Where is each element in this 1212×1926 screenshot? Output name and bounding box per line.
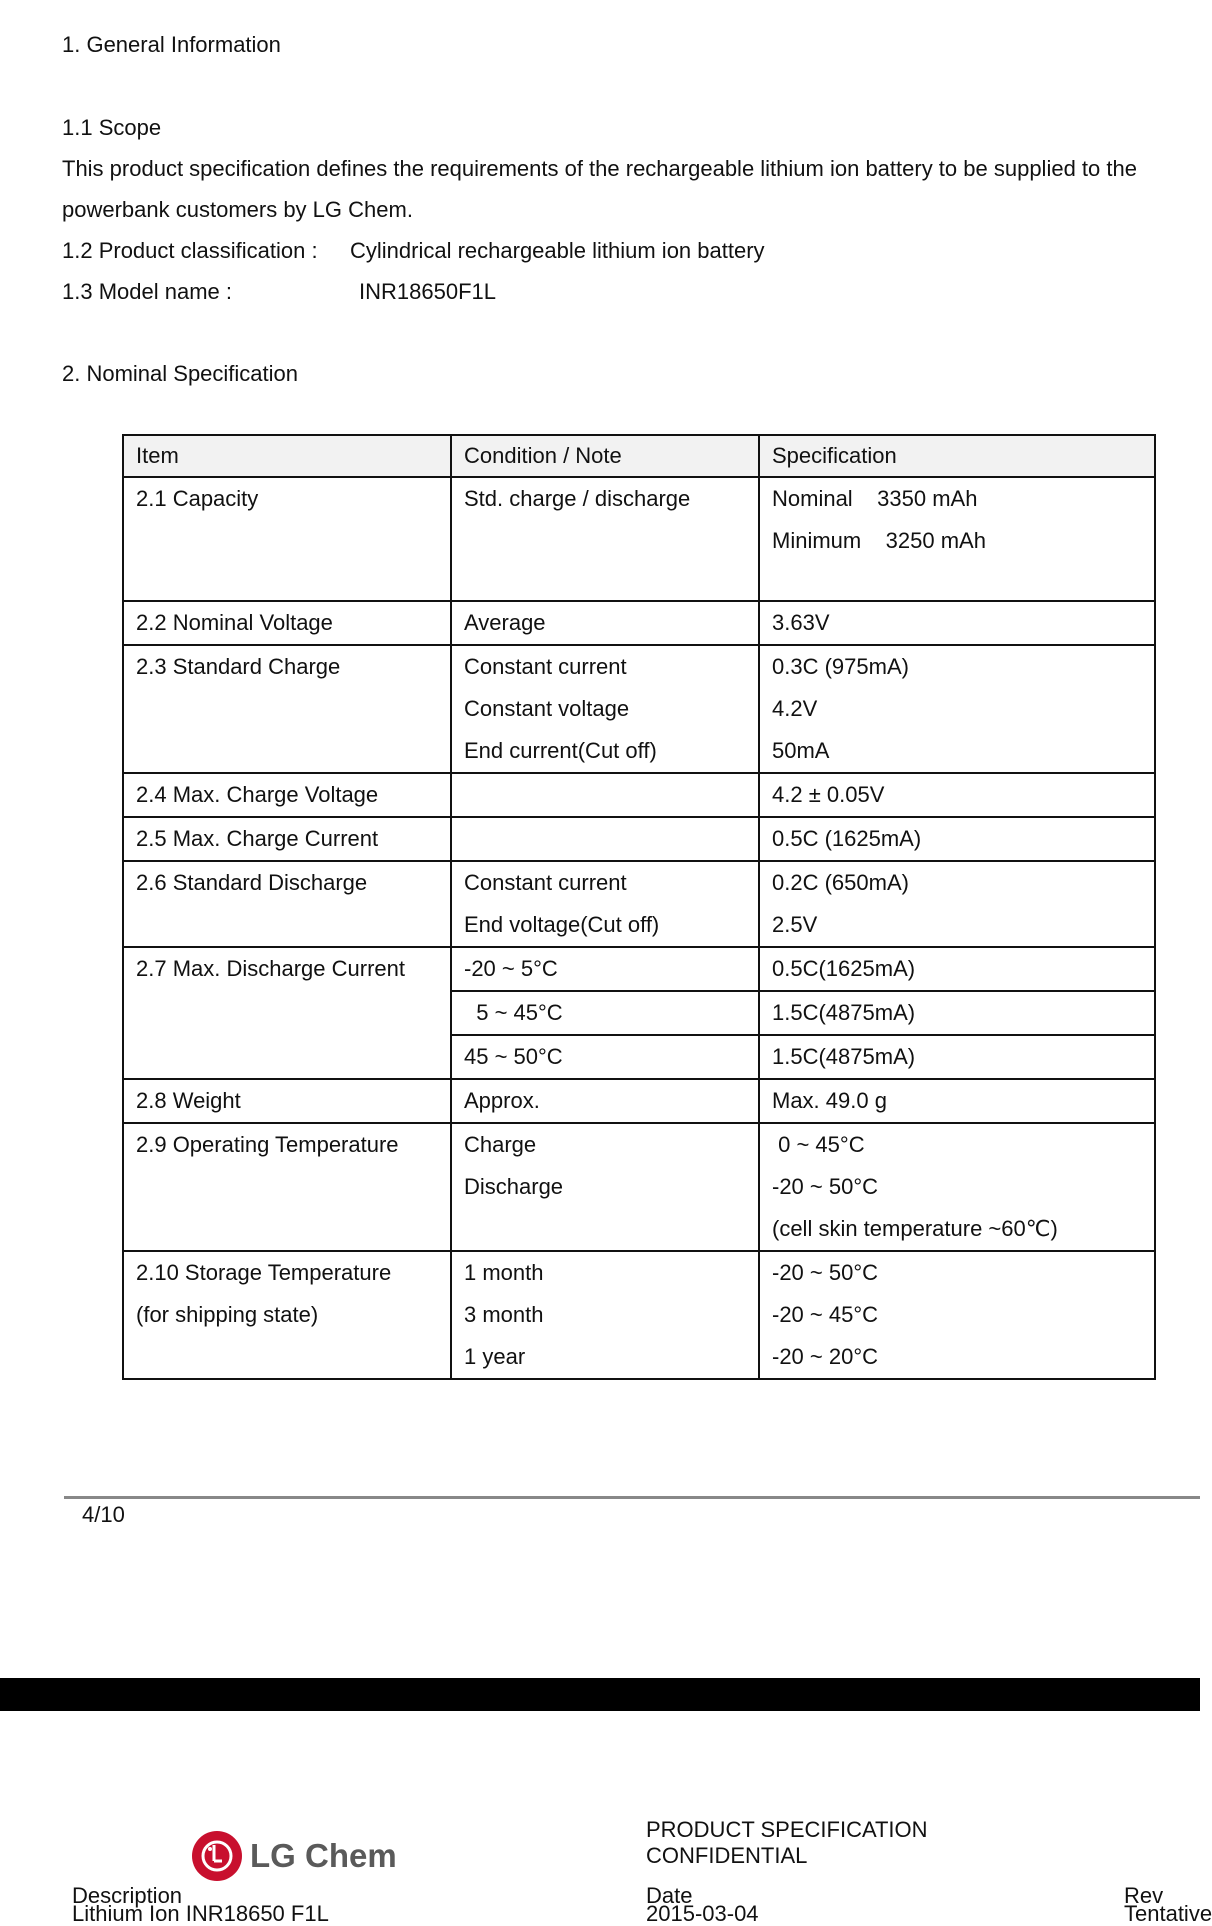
table-row xyxy=(123,947,1155,991)
condition-cell xyxy=(451,645,759,773)
item-cell-line: 2.9 Operating Temperature xyxy=(136,1132,399,1157)
item-cell xyxy=(123,645,451,773)
spec-cell-line: Minimum 3250 mAh xyxy=(772,528,986,553)
table-row xyxy=(123,1251,1155,1379)
lg-chem-logo xyxy=(192,1830,397,1882)
condition-cell xyxy=(451,1123,759,1251)
condition-cell-line: 1 month xyxy=(464,1260,544,1285)
item-cell-line: (for shipping state) xyxy=(136,1302,319,1327)
item-cell xyxy=(123,1123,451,1251)
item-cell xyxy=(123,773,451,817)
spec-cell xyxy=(759,817,1155,861)
item-cell-line: 2.10 Storage Temperature xyxy=(136,1260,392,1285)
condition-cell xyxy=(451,1035,759,1079)
rev-value: Tentative xyxy=(1124,1901,1212,1926)
item-cell-line: 2.5 Max. Charge Current xyxy=(136,826,379,851)
table-row xyxy=(123,645,1155,773)
item-cell xyxy=(123,861,451,947)
condition-cell-line: Constant current xyxy=(464,654,627,679)
spec-cell-line: 50mA xyxy=(772,738,830,763)
condition-cell-line: Charge xyxy=(464,1132,537,1157)
scope-text: This product specification defines the requirements of the rechargeable lithium ion battery to be supplied to the powerbank customers by LG Chem. xyxy=(62,156,1137,222)
spec-cell-line: 0 ~ 45°C xyxy=(772,1132,865,1157)
classification-label: 1.2 Product classification : xyxy=(62,238,318,263)
table-row xyxy=(123,773,1155,817)
confidential-label: CONFIDENTIAL xyxy=(646,1843,808,1868)
item-cell-line: 2.6 Standard Discharge xyxy=(136,870,368,895)
spec-cell xyxy=(759,1079,1155,1123)
item-cell xyxy=(123,601,451,645)
spec-cell-line: 4.2 ± 0.05V xyxy=(772,782,885,807)
condition-cell-line: Average xyxy=(464,610,546,635)
item-cell xyxy=(123,1079,451,1123)
condition-cell-line: End current(Cut off) xyxy=(464,738,657,763)
spec-cell-line: 0.3C (975mA) xyxy=(772,654,909,679)
header-item: Item xyxy=(123,435,451,477)
spec-cell-line: Max. 49.0 g xyxy=(772,1088,887,1113)
date-label: Date xyxy=(646,1883,693,1908)
condition-cell-line: -20 ~ 5°C xyxy=(464,956,558,981)
section-heading-nominal: 2. Nominal Specification xyxy=(62,361,299,386)
rev-label: Rev xyxy=(1124,1883,1164,1908)
item-cell-line: 2.3 Standard Charge xyxy=(136,654,341,679)
condition-cell xyxy=(451,991,759,1035)
table-row xyxy=(123,1079,1155,1123)
spec-cell-line: 0.5C (1625mA) xyxy=(772,826,922,851)
page-separator-bar xyxy=(0,1678,1200,1711)
condition-cell xyxy=(451,1251,759,1379)
scope-title: 1.1 Scope xyxy=(62,115,162,140)
lg-logo-icon xyxy=(192,1831,242,1881)
condition-cell-line: Approx. xyxy=(464,1088,540,1113)
spec-cell xyxy=(759,645,1155,773)
section-heading-general: 1. General Information xyxy=(62,32,281,57)
spec-cell xyxy=(759,861,1155,947)
spec-cell-line: 0.2C (650mA) xyxy=(772,870,909,895)
spec-cell-line: 3.63V xyxy=(772,610,830,635)
table-row xyxy=(123,601,1155,645)
spec-cell-line: -20 ~ 20°C xyxy=(772,1344,879,1369)
item-cell-line: 2.8 Weight xyxy=(136,1088,241,1113)
footer-rule xyxy=(64,1496,1200,1499)
table-header-row xyxy=(123,435,1155,477)
condition-cell xyxy=(451,477,759,601)
condition-cell-line: Discharge xyxy=(464,1174,564,1199)
item-cell-line: 2.7 Max. Discharge Current xyxy=(136,956,405,981)
logo-text: LG Chem xyxy=(250,1837,397,1874)
condition-cell xyxy=(451,817,759,861)
condition-cell xyxy=(451,1079,759,1123)
condition-cell-line: Constant current xyxy=(464,870,627,895)
item-cell xyxy=(123,477,451,601)
model-value: INR18650F1L xyxy=(359,279,496,304)
condition-cell-line: 3 month xyxy=(464,1302,544,1327)
spec-cell-line: 2.5V xyxy=(772,912,818,937)
spec-cell-line: (cell skin temperature ~60℃) xyxy=(772,1216,1058,1241)
spec-cell-line: -20 ~ 50°C xyxy=(772,1260,879,1285)
condition-cell-line: Std. charge / discharge xyxy=(464,486,691,511)
spec-cell-line: 0.5C(1625mA) xyxy=(772,956,916,981)
table-row xyxy=(123,861,1155,947)
condition-cell-line: End voltage(Cut off) xyxy=(464,912,660,937)
spec-table xyxy=(122,434,1156,1380)
spec-cell xyxy=(759,1035,1155,1079)
spec-cell-line: Nominal 3350 mAh xyxy=(772,486,978,511)
spec-cell xyxy=(759,477,1155,601)
condition-cell-line: 45 ~ 50°C xyxy=(464,1044,563,1069)
doc-type: PRODUCT SPECIFICATION xyxy=(646,1817,928,1842)
condition-cell-line: Constant voltage xyxy=(464,696,630,721)
spec-cell-line: -20 ~ 50°C xyxy=(772,1174,879,1199)
spec-cell xyxy=(759,991,1155,1035)
item-cell xyxy=(123,1251,451,1379)
description-label: Description xyxy=(72,1883,183,1908)
date-value: 2015-03-04 xyxy=(646,1901,759,1926)
spec-cell-line: 1.5C(4875mA) xyxy=(772,1044,916,1069)
item-cell-line: 2.1 Capacity xyxy=(136,486,259,511)
item-cell-line: 2.2 Nominal Voltage xyxy=(136,610,333,635)
condition-cell xyxy=(451,601,759,645)
spec-cell-line: -20 ~ 45°C xyxy=(772,1302,879,1327)
description-value: Lithium Ion INR18650 F1L xyxy=(72,1901,329,1926)
spec-cell xyxy=(759,601,1155,645)
spec-cell-line: 1.5C(4875mA) xyxy=(772,1000,916,1025)
item-cell xyxy=(123,947,451,1079)
header-specification: Specification xyxy=(759,435,1155,477)
model-label: 1.3 Model name : xyxy=(62,279,232,304)
table-row xyxy=(123,477,1155,601)
table-row xyxy=(123,1123,1155,1251)
header-condition: Condition / Note xyxy=(451,435,759,477)
spec-cell-line: 4.2V xyxy=(772,696,818,721)
condition-cell-line: 5 ~ 45°C xyxy=(464,1000,563,1025)
spec-cell xyxy=(759,1251,1155,1379)
page-number: 4/10 xyxy=(82,1502,125,1527)
spec-cell xyxy=(759,773,1155,817)
condition-cell xyxy=(451,947,759,991)
condition-cell xyxy=(451,861,759,947)
spec-cell xyxy=(759,947,1155,991)
spec-cell xyxy=(759,1123,1155,1251)
classification-value: Cylindrical rechargeable lithium ion battery xyxy=(350,238,765,263)
table-row xyxy=(123,817,1155,861)
item-cell xyxy=(123,817,451,861)
condition-cell-line: 1 year xyxy=(464,1344,526,1369)
item-cell-line: 2.4 Max. Charge Voltage xyxy=(136,782,379,807)
condition-cell xyxy=(451,773,759,817)
